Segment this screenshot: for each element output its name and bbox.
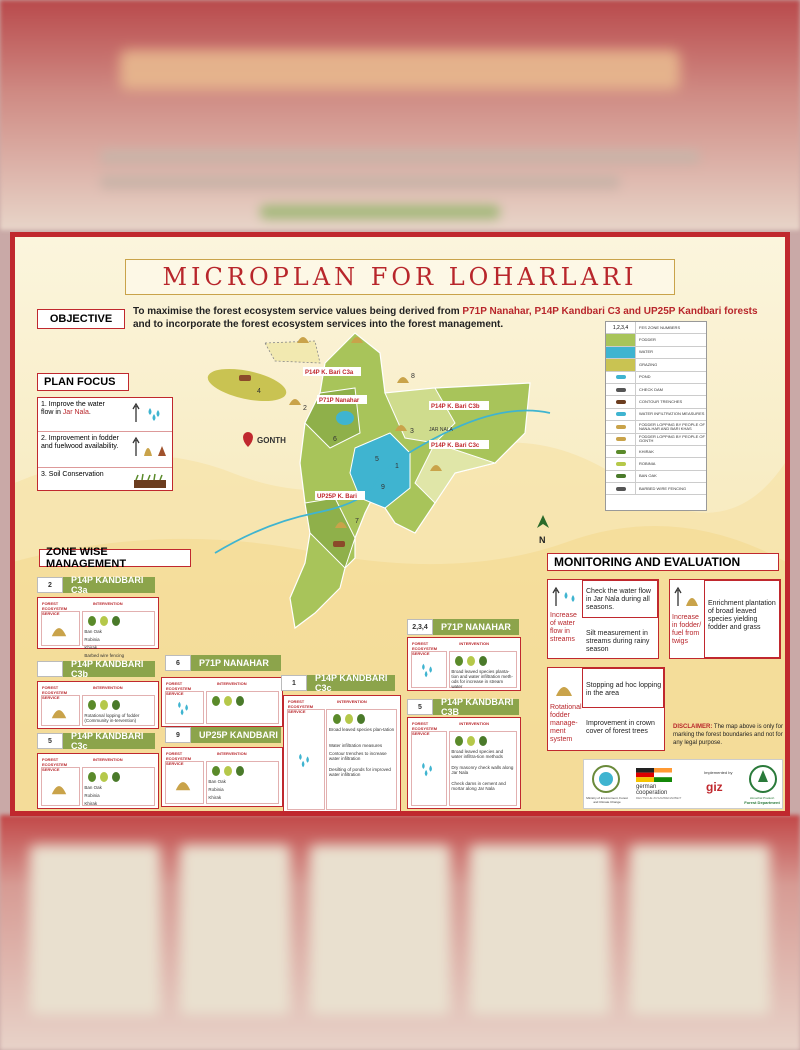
legend-row (606, 421, 706, 433)
disclaimer (673, 723, 790, 747)
zone-header (165, 727, 281, 743)
zone-card (407, 717, 521, 809)
map-label-nanahar: P71P Nanahar (319, 398, 360, 404)
legend-row (606, 471, 706, 483)
legend-row (606, 384, 706, 396)
focus-item (38, 468, 172, 490)
zone-number: 9 (381, 484, 385, 491)
zone-number: 7 (355, 518, 359, 525)
tree-species-icon (84, 699, 124, 711)
objective-highlight: P71P Nanahar, P14P Kandbari C3 and UP25P Kandbari forests (462, 306, 758, 317)
map-label-up25p: UP25P K. Bari (317, 494, 357, 500)
legend-row (606, 334, 706, 346)
fodder-increase-icon (132, 436, 168, 458)
legend-label: WATER (639, 349, 653, 355)
tree-species-icon (451, 735, 491, 747)
plan-focus-label: PLAN FOCUS (37, 373, 129, 391)
zone-number-badge: 1 (281, 675, 307, 691)
legend-swatch (606, 396, 636, 407)
legend-label: BAN OAK (639, 473, 657, 479)
zone-name: P71P NANAHAR (433, 619, 519, 635)
tree-species-icon (451, 655, 491, 667)
focus-highlight: Jar Nala (62, 409, 89, 416)
zone-card (161, 747, 283, 807)
legend-label: KHIRAK (639, 448, 654, 454)
tree-species-icon (208, 695, 248, 707)
legend-label: FODDER LOPPING BY PEOPLE OF GONTH (639, 434, 705, 444)
column-intervention-header: INTERVENTION (92, 601, 123, 606)
poster-title: MICROPLAN FOR LOHARLARI (162, 263, 638, 291)
giz-logo: giz (706, 780, 723, 794)
legend-symbol-icon (616, 474, 626, 478)
monitoring-water-box (547, 579, 659, 659)
legend-label: WATER INFILTRATION MEASURES (639, 411, 705, 417)
objective-text-b: and to incorporate the forest ecosystem services into the forest management. (133, 319, 504, 330)
zone-number: 8 (411, 373, 415, 380)
blurred-header-background (0, 0, 800, 230)
tree-species-icon (208, 765, 248, 777)
legend-symbol-icon (616, 487, 626, 491)
monitoring-rotational-item: Stopping ad hoc lopping in the area (586, 682, 662, 697)
legend-swatch (606, 384, 636, 395)
column-service-header: FOREST ECOSYSTEM SERVICE (42, 601, 68, 616)
zone-header (407, 699, 519, 715)
intervention-note: Khirak (84, 801, 98, 806)
intervention-note: Khirak (208, 795, 222, 800)
column-service-header: FOREST ECOSYSTEM SERVICE (166, 751, 192, 766)
intervention-note: Ban Oak (84, 629, 102, 634)
fodder-service-icon (50, 702, 68, 720)
objective-text-a: To maximise the forest ecosystem service values being derived from (133, 306, 463, 317)
zone-name: P71P NANAHAR (191, 655, 281, 671)
focus-text-b: . (88, 409, 91, 416)
implemented-by-label: Implemented by (704, 770, 733, 775)
column-service-header: FOREST ECOSYSTEM SERVICE (412, 641, 438, 656)
legend-label: CHECK DAM (639, 386, 664, 392)
column-intervention-header: INTERVENTION (337, 699, 367, 704)
legend-row (606, 458, 706, 470)
disclaimer-text: The map above is only for marking the forest boundaries and not for any legal purpose. (673, 724, 783, 746)
zone-name: P14P KANDBARI C3a (63, 577, 155, 593)
zone-number: 3 (410, 428, 414, 435)
water-service-icon (418, 760, 436, 778)
legend-row (606, 347, 706, 359)
hp-forest-emblem-icon (748, 764, 778, 794)
monitoring-rotational-box (547, 667, 665, 751)
zone-area (205, 363, 289, 407)
intervention-note: Broad leaved species planta-tion and water infiltration meth-ods for increase in stream water (451, 669, 513, 689)
monitoring-fodder-item: Enrichment plantation of broad leaved species yielding fodder and grass (708, 600, 776, 631)
intervention-note: Ban Oak (84, 785, 102, 790)
legend-symbol-icon (616, 400, 626, 404)
legend-symbol-icon (616, 462, 626, 466)
legend-swatch (606, 334, 636, 345)
poster-title-box (125, 259, 675, 295)
zone-number-badge: 2 (37, 577, 63, 593)
intervention-note: Broad leaved species plan-tation (328, 727, 395, 732)
column-intervention-header: INTERVENTION (216, 681, 247, 686)
partner-logos (583, 759, 783, 809)
legend-swatch (606, 359, 636, 370)
blurred-line (100, 175, 620, 189)
intervention-note: Robinia (208, 787, 224, 792)
intervention-note: Khirak (84, 645, 98, 650)
focus-item (38, 432, 172, 468)
blurred-panel (470, 845, 610, 1015)
zone-card (283, 695, 401, 813)
legend-row (606, 372, 706, 384)
legend-row (606, 359, 706, 371)
legend-row (606, 396, 706, 408)
column-service-header: FOREST ECOSYSTEM SERVICE (412, 721, 438, 736)
focus-item-text (41, 401, 119, 417)
blurred-line (100, 150, 700, 164)
objective-label: OBJECTIVE (37, 309, 125, 329)
soil-conservation-icon (132, 471, 168, 493)
monitoring-water-item: Silt measurement in streams during rainy season (586, 630, 650, 653)
legend-row (606, 322, 706, 334)
intervention-note: Check dams in cement and mortar along Jar Nala (451, 781, 506, 791)
fodder-icon (289, 399, 301, 405)
fodder-icon (554, 676, 574, 698)
column-intervention-header: INTERVENTION (459, 641, 490, 646)
column-service-header: FOREST ECOSYSTEM SERVICE (166, 681, 192, 696)
legend-swatch: 1,2,3,4 (606, 322, 636, 333)
fodder-service-icon (50, 778, 68, 796)
intervention-note: Rotational lopping of fodder (Community in-tervention) (84, 713, 140, 723)
blurred-title (120, 50, 680, 90)
grazing-area (265, 341, 320, 363)
german-cooperation-c: DEUTSCHE ZUSAMMENARBEIT (636, 796, 682, 800)
map-label-c3c: P14P K. Bari C3c (431, 443, 480, 449)
legend-swatch (606, 446, 636, 457)
blurred-panel (30, 845, 160, 1015)
pond (336, 411, 354, 425)
zone-wise-label: ZONE WISE MANAGEMENT (39, 549, 191, 567)
zone-number-badge: 9 (165, 727, 191, 743)
ministry-label: Ministry of Environment, Forest and Climate Change (586, 796, 628, 804)
water-increase-icon (132, 402, 168, 424)
intervention-note: Water infiltration measures (328, 743, 383, 748)
column-intervention-header: INTERVENTION (92, 685, 123, 690)
zone-number-badge: 2,3,4 (407, 619, 433, 635)
water-service-icon (295, 751, 313, 769)
legend-label: CONTOUR TRENCHES (639, 399, 683, 405)
zone-number: 2 (303, 405, 307, 412)
legend-row (606, 434, 706, 446)
legend-swatch (606, 434, 636, 445)
legend-label: FODDER (639, 337, 656, 343)
hp-label-b: Forest Department (744, 800, 780, 805)
fodder-service-icon (174, 774, 192, 792)
zone-number: 4 (257, 388, 261, 395)
column-service-header: FOREST ECOSYSTEM SERVICE (42, 685, 68, 700)
legend-symbol-icon (616, 437, 626, 441)
monitoring-fodder-box (669, 579, 781, 659)
intervention-note: Contour trenches to increase water infiltration (328, 751, 387, 761)
zone-header (281, 675, 395, 691)
zone-number-badge: 5 (37, 733, 63, 749)
legend-swatch (606, 347, 636, 358)
legend-label: GRAZING (639, 361, 658, 367)
zone-name: UP25P KANDBARI (191, 727, 281, 743)
fodder-increase-icon (674, 586, 702, 608)
jar-nala-label: JAR NALA (429, 427, 453, 433)
north-label: N (539, 535, 546, 545)
grazing-cow-icon (239, 375, 251, 381)
tree-species-icon (329, 713, 369, 725)
zone-card (37, 753, 159, 809)
legend-swatch (606, 458, 636, 469)
map-label-c3b: P14P K. Bari C3b (431, 404, 480, 410)
german-cooperation-b: cooperation (636, 790, 668, 796)
legend-label: BARBED WIRE FENCING (639, 485, 687, 491)
intervention-note: Desilting of ponds for improved water infiltration (328, 767, 391, 777)
blurred-line (260, 205, 500, 219)
legend-swatch (606, 471, 636, 482)
legend-swatch (606, 409, 636, 420)
monitoring-label: MONITORING AND EVALUATION (547, 553, 779, 571)
plan-focus-box (37, 397, 173, 491)
column-intervention-header: INTERVENTION (92, 757, 123, 762)
tree-species-icon (84, 771, 124, 783)
tree-species-icon (84, 615, 124, 627)
legend-swatch (606, 483, 636, 494)
zone-number-badge: 6 (165, 655, 191, 671)
zone-number-badge: 5 (407, 699, 433, 715)
blurred-footer-background (0, 815, 800, 1050)
disclaimer-label: DISCLAIMER: (673, 724, 713, 730)
legend-swatch (606, 421, 636, 432)
monitoring-rotational-item: Improvement in crown cover of forest trees (586, 720, 655, 735)
zone-card (37, 597, 159, 658)
gonth-pin-icon (243, 432, 253, 447)
water-service-icon (418, 661, 436, 679)
zone-header (407, 619, 519, 635)
zone-name: P14P KANDBARI C3c (307, 675, 395, 691)
intervention-note: Ban Oak (208, 779, 226, 784)
zone-name: P14P KANDBARI C3B (433, 699, 519, 715)
zone-name: P14P KANDBARI C3b (63, 661, 155, 677)
zone-card (407, 637, 521, 691)
water-increase-icon (552, 586, 578, 608)
blurred-panel (630, 845, 770, 1015)
zone-card (161, 677, 283, 727)
column-service-header: FOREST ECOSYSTEM SERVICE (288, 699, 314, 714)
zone-number: 6 (333, 436, 337, 443)
focus-item-text: 2. Improvement in fodder and fuelwood availability. (41, 435, 119, 450)
legend-symbol-icon (616, 388, 626, 392)
zone-card (37, 681, 159, 729)
zone-number: 1 (395, 463, 399, 470)
legend-swatch (606, 372, 636, 383)
column-intervention-header: INTERVENTION (216, 751, 247, 756)
legend-symbol-icon (616, 425, 626, 429)
water-service-icon (174, 699, 192, 717)
gonth-label: GONTH (257, 436, 286, 445)
zone-header (37, 661, 155, 677)
intervention-note: Broad leaved species and water infiltra-tion methods (451, 749, 504, 759)
focus-item (38, 398, 172, 432)
map-legend (605, 321, 707, 511)
legend-row (606, 483, 706, 495)
blurred-panel (180, 845, 290, 1015)
zone-header (37, 733, 155, 749)
zone-number: 5 (375, 456, 379, 463)
legend-label: ROBINIA (639, 460, 656, 466)
north-arrow-icon (537, 515, 549, 528)
german-cooperation-a: german (636, 784, 657, 790)
map-label-c3a: P14P K. Bari C3a (305, 370, 354, 376)
monitoring-water-goal: Increase of water flow in streams (550, 612, 577, 643)
intervention-note: Barbed wire fencing (84, 653, 125, 658)
hp-label-a: Himachal Pradesh (749, 796, 775, 800)
legend-label: FES ZONE NUMBERS (639, 324, 681, 330)
fodder-service-icon (50, 620, 68, 638)
intervention-note: Robinia (84, 637, 100, 642)
column-service-header: FOREST ECOSYSTEM SERVICE (42, 757, 68, 772)
legend-symbol-icon (616, 412, 626, 416)
ministry-emblem-icon (588, 764, 624, 794)
focus-item-text: 3. Soil Conservation (41, 471, 104, 478)
zone-number-badge (37, 661, 63, 677)
fodder-icon (397, 377, 409, 383)
legend-symbol-icon (616, 375, 626, 379)
flags-icon (636, 768, 672, 782)
intervention-note: Dry masonry check walls along Jar Nala (451, 765, 514, 775)
zone-header (165, 655, 281, 671)
blurred-panel (310, 845, 450, 1015)
forest-map (205, 323, 555, 633)
legend-row (606, 446, 706, 458)
column-intervention-header: INTERVENTION (459, 721, 490, 726)
intervention-note: Robinia (84, 793, 100, 798)
fodder-icon (297, 337, 309, 343)
legend-label: FODDER LOPPING BY PEOPLE OF NANA-HAR AND BARI KHAS (639, 421, 705, 431)
grazing-cow-icon (333, 541, 345, 547)
microplan-poster (10, 232, 790, 816)
legend-label: POND (639, 374, 651, 380)
legend-row (606, 409, 706, 421)
zone-name: P14P KANDBARI C3c (63, 733, 155, 749)
monitoring-rotational-goal: Rotational fodder manage-ment system (550, 704, 582, 743)
zone-header (37, 577, 155, 593)
monitoring-fodder-goal: Increase in fodder/ fuel from twigs (672, 614, 702, 645)
legend-symbol-icon (616, 450, 626, 454)
focus-text-a: 1. Improve the water flow in (41, 401, 105, 416)
monitoring-water-item: Check the water flow in Jar Nala during all seasons. (586, 588, 651, 611)
